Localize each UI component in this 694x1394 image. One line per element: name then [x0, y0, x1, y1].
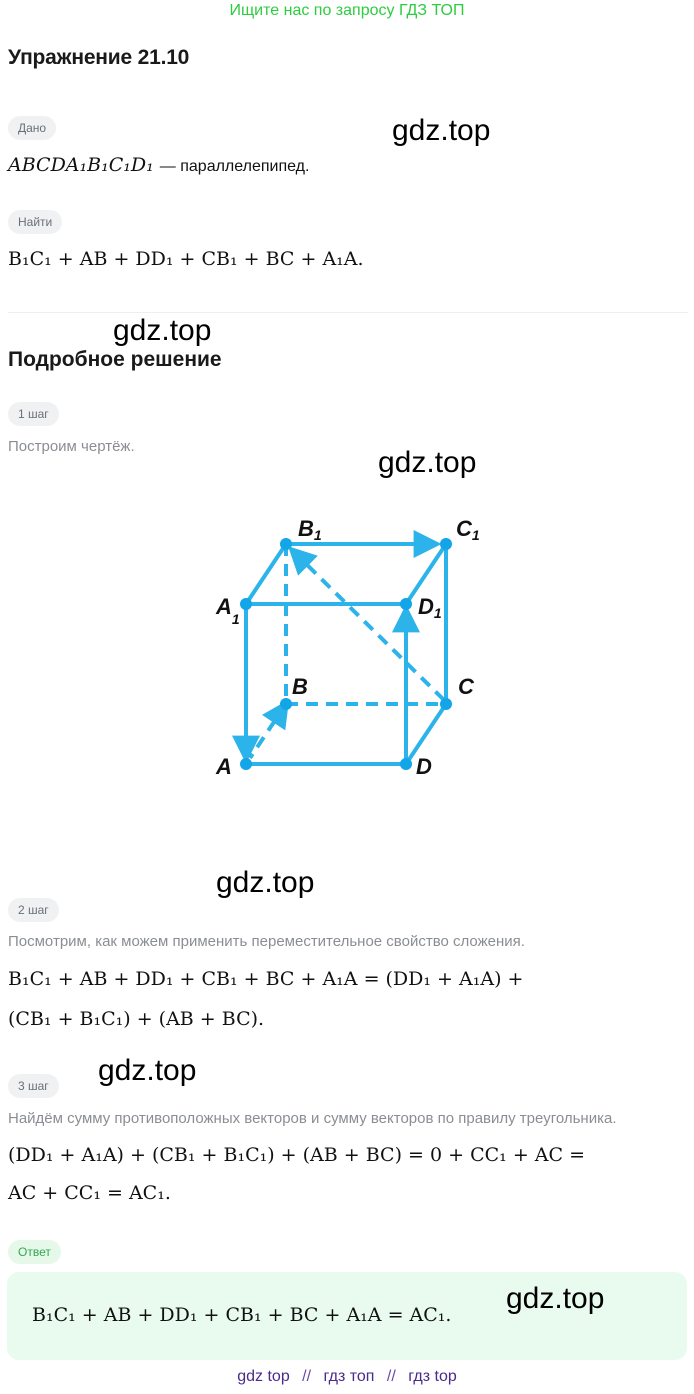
step1-text: Построим чертёж.: [8, 438, 135, 455]
step3-label: 3 шаг: [8, 1074, 59, 1098]
given-suffix: — параллелепипед.: [159, 158, 310, 175]
point-b: [280, 698, 292, 710]
footer-link-2[interactable]: гдз топ: [323, 1368, 375, 1385]
step2-label: 2 шаг: [8, 898, 59, 922]
label-b1: B1: [298, 516, 322, 543]
step2-text: Посмотрим, как можем применить переместительное свойство сложения.: [8, 933, 525, 950]
find-badge: [8, 210, 62, 234]
label-d: D: [416, 754, 432, 779]
label-d1: D1: [418, 594, 442, 621]
answer-label: Ответ: [8, 1240, 61, 1264]
footer-separator: //: [302, 1368, 312, 1385]
given-badge: [8, 116, 56, 140]
watermark: gdz.top: [378, 446, 477, 479]
given-label: Дано: [8, 116, 56, 140]
step3-badge: [8, 1074, 59, 1098]
step2-line2: (CB₁ + B₁C₁) + (AB + BC).: [8, 1008, 265, 1030]
label-c: C: [458, 674, 474, 699]
promo-banner[interactable]: Ищите нас по запросу ГДЗ ТОП: [229, 2, 465, 19]
vector-c-b1: [292, 550, 444, 700]
answer-badge: [8, 1240, 61, 1264]
section-divider: [8, 312, 688, 313]
step3-line1: (DD₁ + A₁A) + (CB₁ + B₁C₁) + (AB + BC) = 0 + CC₁ + AC =: [8, 1144, 585, 1166]
point-b1: [280, 538, 292, 550]
watermark: gdz.top: [98, 1054, 197, 1087]
point-d: [400, 758, 412, 770]
edge-a1-b1: [246, 544, 286, 604]
label-a1: $A_1$: [216, 594, 240, 627]
step1-label: 1 шаг: [8, 402, 59, 426]
footer-link-1[interactable]: gdz top: [237, 1368, 290, 1385]
footer-links: [0, 1368, 694, 1386]
watermark: gdz.top: [216, 866, 315, 899]
point-d1: [400, 598, 412, 610]
point-a1: [240, 598, 252, 610]
footer-link-3[interactable]: гдз top: [408, 1368, 457, 1385]
answer-expression: B₁C₁ + AB + DD₁ + CB₁ + BC + A₁A = AC₁.: [32, 1304, 452, 1326]
footer-separator: //: [386, 1368, 396, 1385]
point-c1: [440, 538, 452, 550]
label-c1: C1: [456, 516, 480, 543]
step2-badge: [8, 898, 59, 922]
step1-badge: [8, 402, 59, 426]
solution-title: Подробное решение: [8, 348, 222, 371]
vector-a-b: [250, 704, 286, 758]
page-title: Упражнение 21.10: [8, 46, 190, 69]
find-label: Найти: [8, 210, 62, 234]
label-a: A: [216, 754, 232, 779]
step3-text: Найдём сумму противоположных векторов и сумму векторов по правилу треугольника.: [8, 1110, 617, 1127]
point-a: [240, 758, 252, 770]
point-c: [440, 698, 452, 710]
watermark: gdz.top: [506, 1282, 605, 1315]
step3-line2: AC + CC₁ = AC₁.: [8, 1182, 171, 1204]
step2-line1: B₁C₁ + AB + DD₁ + CB₁ + BC + A₁A = (DD₁ + A₁A) +: [8, 968, 524, 990]
watermark: gdz.top: [113, 314, 212, 347]
watermark: gdz.top: [392, 114, 491, 147]
find-expression: B₁C₁ + AB + DD₁ + CB₁ + BC + A₁A.: [8, 248, 364, 270]
label-b: B: [292, 674, 308, 699]
given-statement: [8, 154, 309, 176]
parallelepiped-figure: [200, 500, 500, 790]
given-object: ABCDA₁B₁C₁D₁: [8, 154, 154, 176]
